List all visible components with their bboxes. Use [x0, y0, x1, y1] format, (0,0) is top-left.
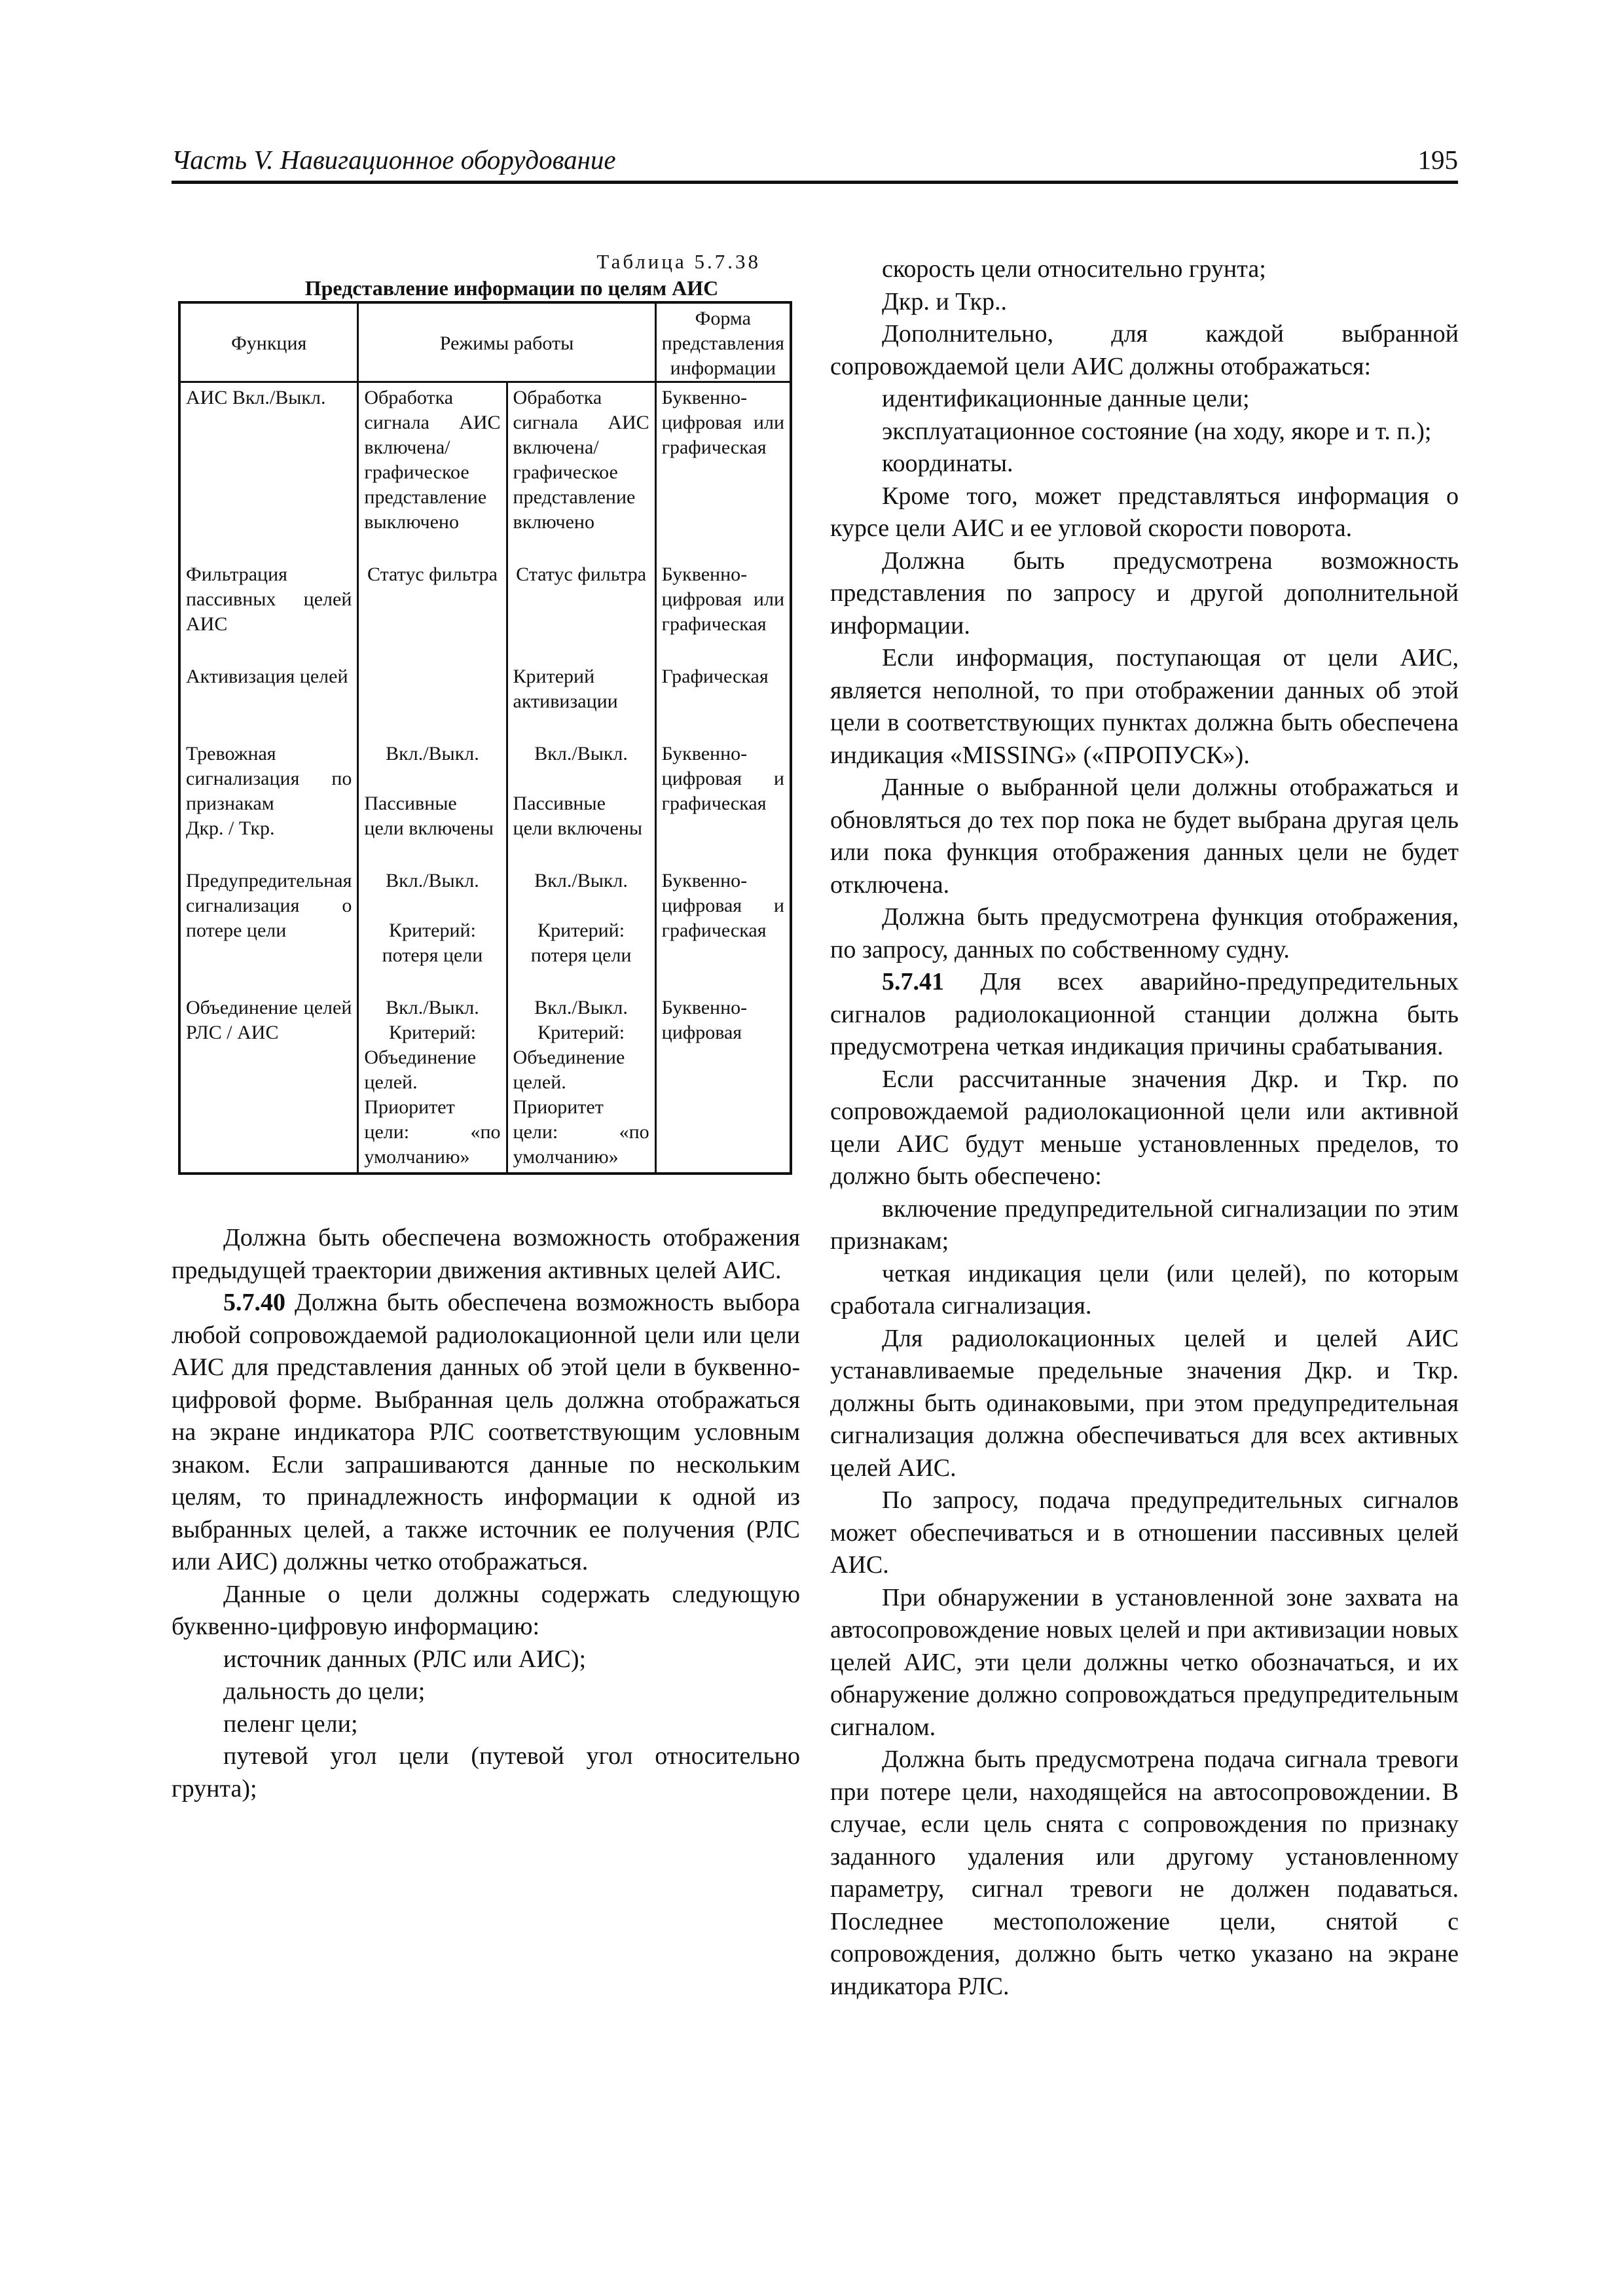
- cell-mode1: [358, 993, 507, 1174]
- table-header-row: [179, 302, 791, 382]
- ais-info-table: [178, 301, 792, 1175]
- table-row: [179, 739, 791, 866]
- paragraph: Должна быть предусмотрена возможность представления по запросу и другой дополнительной информации.: [830, 547, 1459, 639]
- cell-function: Объединение целей РЛС / АИС: [179, 993, 358, 1174]
- mode1-line: Пассивные цели включены: [364, 793, 494, 839]
- mode2-line: Приоритет цели: «по умолчанию»: [513, 1096, 649, 1168]
- page-number: 195: [1417, 145, 1458, 175]
- table-row: [179, 560, 791, 662]
- mode1-line: Вкл./Выкл.: [386, 870, 479, 891]
- running-title: Часть V. Навигационное оборудование: [172, 145, 616, 175]
- header-function: Функция: [179, 302, 358, 382]
- paragraph: Должна быть предусмотрена подача сигнала тревоги при потере цели, находящейся на автосопровождении. В случае, если цель снята с сопровождения по признаку заданного удаления или другому установленному параметру, сигнал тревоги не должен подаваться. Последнее местоположение цели, снятой с сопровождения, должно быть четко указано на экране индикатора РЛС.: [830, 1746, 1459, 2000]
- paragraph: Для радиолокационных целей и целей АИС устанавливаемые предельные значения Дкр. и Ткр. должны быть одинаковыми, при этом предупредительная сигнализация должна обеспечиваться для всех активных целей АИС.: [830, 1324, 1459, 1482]
- mode2-line: Объединение целей.: [513, 1047, 625, 1093]
- paragraph: Должна быть обеспечена возможность отображения предыдущей траектории движения активных целей АИС.: [172, 1224, 800, 1284]
- cell-function: АИС Вкл./Выкл.: [179, 382, 358, 560]
- header-form: Форма представления информации: [655, 302, 791, 382]
- mode2-line: Вкл./Выкл.: [534, 870, 628, 891]
- mode2-line: Критерий:: [538, 1022, 625, 1043]
- paragraph: По запросу, подача предупредительных сигналов может обеспечиваться и в отношении пассивных целей АИС.: [830, 1486, 1459, 1579]
- table-caption: Таблица 5.7.38: [596, 250, 761, 273]
- list-item: дальность до цели;: [223, 1677, 426, 1705]
- cell-mode1: [358, 739, 507, 866]
- function-subtext: Дкр. / Ткр.: [186, 817, 275, 839]
- cell-form: Буквенно-цифровая или графическая: [655, 382, 791, 560]
- cell-form: Буквенно-цифровая и графическая: [655, 866, 791, 993]
- paragraph: Данные о выбранной цели должны отображаться и обновляться до тех пор пока не будет выбрана другая цель или пока функция отображения данных цели не будет отключена.: [830, 774, 1459, 899]
- table-row: [179, 662, 791, 739]
- cell-mode2: [507, 866, 655, 993]
- list-item: идентификационные данные цели;: [882, 385, 1250, 412]
- mode1-line: Вкл./Выкл.: [386, 743, 479, 764]
- paragraph: Если рассчитанные значения Дкр. и Ткр. по сопровождаемой радиолокационной цели или активной цели АИС будут меньше установленных пределов, то должно быть обеспечено:: [830, 1065, 1459, 1190]
- header-modes: Режимы работы: [358, 302, 655, 382]
- table-row: [179, 382, 791, 560]
- paragraph: При обнаружении в установленной зоне захвата на автосопровождение новых целей и при активизации новых целей АИС, эти цели должны четко обозначаться, и их обнаружение должно сопровождаться предупредительным сигналом.: [830, 1583, 1459, 1741]
- cell-function: Фильтрация пассивных целей АИС: [179, 560, 358, 662]
- mode2-line: Вкл./Выкл.: [534, 997, 628, 1018]
- mode1-line: Приоритет цели: «по умолчанию»: [364, 1096, 501, 1168]
- mode2-line: Пассивные цели включены: [513, 793, 643, 839]
- paragraph: Дополнительно, для каждой выбранной сопровождаемой цели АИС должны отображаться:: [830, 320, 1459, 380]
- list-item: эксплуатационное состояние (на ходу, якоре и т. п.);: [882, 417, 1432, 445]
- paragraph: [172, 1287, 800, 1579]
- cell-form: Буквенно-цифровая или графическая: [655, 560, 791, 662]
- paragraph-text: Для всех аварийно-предупредительных сигналов радиолокационной станции должна быть предусмотрена четкая индикация причины срабатывания.: [830, 968, 1459, 1060]
- list-item: скорость цели относительно грунта;: [882, 255, 1266, 283]
- function-text: Тревожная сигнализация по признакам: [186, 743, 352, 814]
- table-row: [179, 866, 791, 993]
- cell-mode2: Критерий активизации: [507, 662, 655, 739]
- right-column: [830, 253, 1459, 2003]
- left-column: [172, 249, 800, 1805]
- paragraph: Если информация, поступающая от цели АИС, является неполной, то при отображении данных об этой цели в соответствующих пунктах должна быть обеспечена индикация «MISSING» («ПРОПУСК»).: [830, 644, 1459, 769]
- list-item: координаты.: [882, 450, 1013, 477]
- table-title: Представление информации по целям АИС: [304, 276, 719, 300]
- paragraph: Кроме того, может представляться информация о курсе цели АИС и ее угловой скорости поворота.: [830, 482, 1459, 542]
- paragraph: [830, 966, 1459, 1064]
- cell-form: Графическая: [655, 662, 791, 739]
- mode1-line: Вкл./Выкл.: [386, 997, 479, 1018]
- cell-mode1: [358, 662, 507, 739]
- cell-form: Буквенно-цифровая: [655, 993, 791, 1174]
- cell-mode2: Статус фильтра: [507, 560, 655, 662]
- cell-mode2: [507, 993, 655, 1174]
- cell-function: Активизация целей: [179, 662, 358, 739]
- paragraph-text: Должна быть обеспечена возможность выбора любой сопровождаемой радиолокационной цели или цели АИС для представления данных об этой цели в буквенно-цифровой форме. Выбранная цель должна отображаться на экране индикатора РЛС соответствующим условным знаком. Если запрашиваются данные по нескольким целям, то принадлежность информации к одной из выбранных целей, а также источник ее получения (РЛС или АИС) должны четко отображаться.: [172, 1289, 801, 1575]
- left-text: [172, 1222, 800, 1805]
- cell-function: [179, 739, 358, 866]
- table-row: [179, 993, 791, 1174]
- paragraph: Должна быть предусмотрена функция отображения, по запросу, данных по собственному судну.: [830, 903, 1459, 963]
- list-item: четкая индикация цели (или целей), по которым сработала сигнализация.: [830, 1259, 1459, 1319]
- mode2-line: Вкл./Выкл.: [534, 743, 628, 764]
- cell-mode1: Статус фильтра: [358, 560, 507, 662]
- mode2-line: Критерий: потеря цели: [530, 920, 632, 966]
- page-header: [172, 143, 1458, 184]
- cell-form: Буквенно-цифровая и графическая: [655, 739, 791, 866]
- list-item: Дкр. и Ткр..: [882, 287, 1007, 315]
- cell-function: Предупредительная сигнализация о потере цели: [179, 866, 358, 993]
- cell-mode2: Обработка сигнала АИС включена/графическое представление включено: [507, 382, 655, 560]
- mode1-line: Критерий: потеря цели: [382, 920, 483, 966]
- section-number: 5.7.40: [223, 1289, 285, 1316]
- list-item: пеленг цели;: [223, 1710, 358, 1738]
- mode1-line: Объединение целей.: [364, 1047, 477, 1093]
- mode1-line: Критерий:: [388, 1022, 476, 1043]
- paragraph: Данные о цели должны содержать следующую буквенно-цифровую информацию:: [172, 1580, 800, 1640]
- cell-mode1: Обработка сигнала АИС включена/графическое представление выключено: [358, 382, 507, 560]
- list-item: источник данных (РЛС или АИС);: [223, 1645, 587, 1673]
- list-item: путевой угол цели (путевой угол относительно грунта);: [172, 1742, 800, 1803]
- cell-mode1: [358, 866, 507, 993]
- section-number: 5.7.41: [882, 968, 944, 996]
- list-item: включение предупредительной сигнализации по этим признакам;: [830, 1194, 1459, 1255]
- cell-mode2: [507, 739, 655, 866]
